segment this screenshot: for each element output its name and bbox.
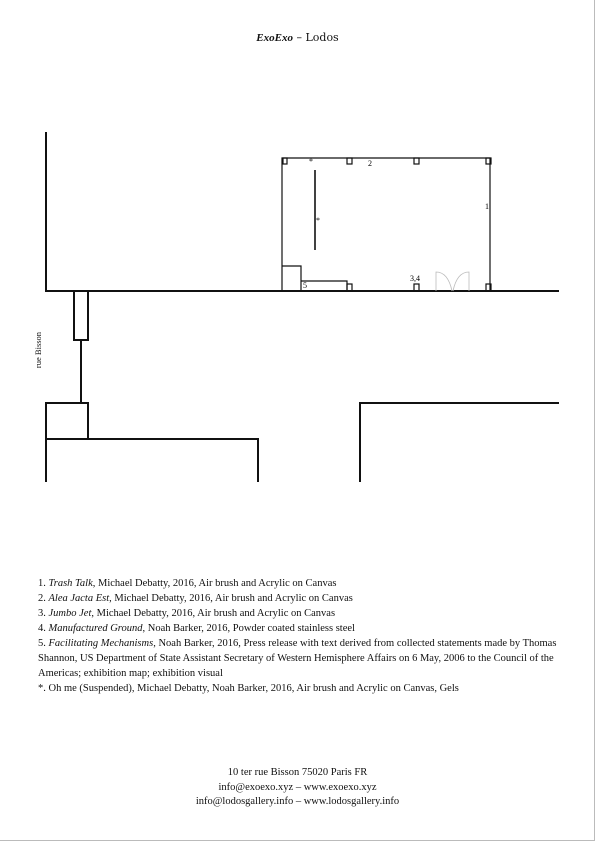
pillar-bottom-1 [347,284,352,291]
lodos-contact: info@lodosgallery.info – www.lodosgallery.info [195,796,400,807]
entry-step [282,266,301,291]
caption-details: , Michael Debatty, 2016, Air brush and Acrylic on Canvas [91,608,336,619]
marker-1: 1 [485,202,489,211]
pillar-top-1 [283,158,287,164]
marker-star-mid: * [316,216,320,225]
caption-number: 4. [38,623,49,634]
caption-title: Facilitating Mechanisms [48,638,154,649]
exoexo-contact: info@exoexo.xyz – www.exoexo.xyz [218,781,377,793]
page-footer [0,766,595,810]
main-wall-line [46,132,559,291]
caption-title: Alea Jacta Est [48,593,110,604]
caption-item [38,681,563,696]
artwork-list [38,576,563,696]
lower-block-wall [46,439,258,482]
lower-block-left [46,403,88,482]
caption-number: 5. [38,638,49,649]
header-separator: – [292,31,306,44]
street-label: rue Bisson [33,331,44,369]
gallery-room [282,158,491,291]
marker-3-4: 3,4 [410,274,420,283]
gallery-outline [282,158,490,291]
plinth [301,281,347,291]
doorway-column [74,291,88,340]
pillar-bottom-2 [414,284,419,291]
pillar-top-2 [347,158,352,164]
pillar-top-3 [414,158,419,164]
caption-number: 3. [38,608,49,619]
caption-details: *. Oh me (Suspended), Michael Debatty, Noah Barker, 2016, Air brush and Acrylic on Canvas, Gels [38,683,459,694]
brand-lodos: Lodos [305,31,339,44]
caption-title: Trash Talk [48,578,93,589]
door-swing [436,272,469,291]
caption-details: , Noah Barker, 2016, Press release with text derived from collected statements made by Thomas Shannon, US Department of State Assistant Secretary of Western Hemisphere Affairs on 6 May, 2006 to the Council of the Americas; exhibition map; exhibition visual [38,638,557,679]
gallery-address: 10 ter rue Bisson 75020 Paris FR [227,767,368,778]
marker-2: 2 [368,159,372,168]
marker-5: 5 [303,281,307,290]
caption-item [38,636,563,681]
caption-item [38,576,563,591]
caption-title: Manufactured Ground [48,623,143,634]
caption-item [38,621,563,636]
caption-number: 1. [38,578,49,589]
street-walls [46,132,559,482]
marker-star-top: * [309,157,313,166]
caption-details: , Noah Barker, 2016, Powder coated stainless steel [142,623,355,634]
caption-item [38,591,563,606]
caption-details: , Michael Debatty, 2016, Air brush and Acrylic on Canvas [92,578,337,589]
caption-details: , Michael Debatty, 2016, Air brush and Acrylic on Canvas [109,593,353,604]
opposite-building-wall [360,403,559,482]
caption-item [38,606,563,621]
door-leaf-right [453,272,469,291]
caption-title: Jumbo Jet [48,608,92,619]
brand-exoexo: ExoExo [256,32,293,44]
door-leaf-left [436,272,452,291]
caption-number: 2. [38,593,49,604]
